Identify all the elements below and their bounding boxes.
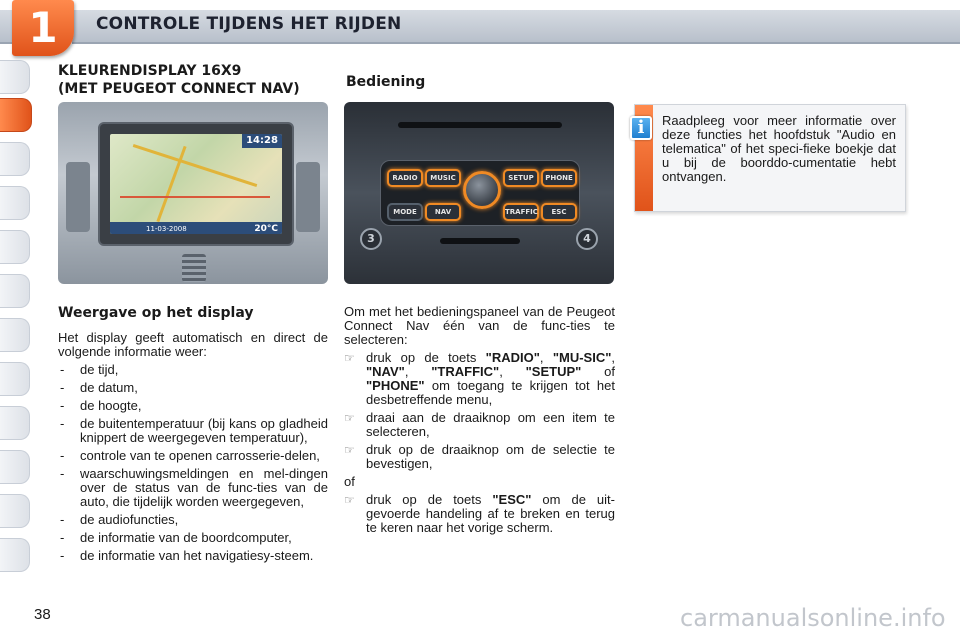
pointing-hand-icon: ☞ xyxy=(344,351,355,365)
pointing-hand-icon: ☞ xyxy=(344,493,355,507)
control-panel xyxy=(380,160,580,226)
list-item: - de datum, xyxy=(60,380,138,395)
esc-button: ESC xyxy=(541,203,577,221)
dash-panel-left xyxy=(66,162,90,232)
list-item: ☞ druk op de draaiknop om de selectie te bevestigen, xyxy=(344,442,615,471)
display-date: 11-03-2008 xyxy=(146,225,187,233)
pointing-hand-icon: ☞ xyxy=(344,443,355,457)
page-header xyxy=(0,0,960,52)
hazard-switch xyxy=(182,254,206,282)
list-item: - de informatie van de boordcomputer, xyxy=(60,530,292,545)
mode-button: MODE xyxy=(387,203,423,221)
preset-3-button: 3 xyxy=(360,228,382,250)
chapter-tab[interactable] xyxy=(0,230,30,264)
chapter-tab[interactable] xyxy=(0,186,30,220)
music-button: MUSIC xyxy=(425,169,461,187)
chapter-number-badge: 1 xyxy=(12,0,74,56)
pointing-hand-icon: ☞ xyxy=(344,411,355,425)
list-item: - waarschuwingsmeldingen en mel-dingen over de status van de func-ties van de auto, die tijdelijk worden weergegeven, xyxy=(60,466,328,509)
chapter-tab[interactable] xyxy=(0,362,30,396)
list-item: ☞ druk op de toets "RADIO", "MU-SIC", "NAV", "TRAFFIC", "SETUP" of "PHONE" om toegang te krijgen tot het desbetreffende menu, xyxy=(344,350,615,407)
display-info-list xyxy=(58,363,328,563)
nav-button: NAV xyxy=(425,203,461,221)
chapter-tab[interactable] xyxy=(0,538,30,572)
chapter-tab[interactable] xyxy=(0,60,30,94)
chapter-title: CONTROLE TIJDENS HET RIJDEN xyxy=(96,14,402,34)
phone-button: PHONE xyxy=(541,169,577,187)
display-status-bar xyxy=(110,222,282,234)
chapter-tabs xyxy=(0,60,34,580)
rotary-knob xyxy=(463,171,501,209)
display-temperature: 20°C xyxy=(254,224,278,234)
info-icon: i xyxy=(630,116,652,140)
dash-panel-right xyxy=(296,162,320,232)
section-heading-line1: KLEURENDISPLAY 16X9 xyxy=(58,63,242,79)
cd-slot xyxy=(398,122,562,128)
list-item: ☞ draai aan de draaiknop om een item te selecteren, xyxy=(344,410,615,439)
map-route xyxy=(120,196,270,198)
display-subheading: Weergave op het display xyxy=(58,305,254,321)
chapter-tab[interactable] xyxy=(0,494,30,528)
traffic-button: TRAFFIC xyxy=(503,203,539,221)
list-item: - de tijd, xyxy=(60,362,119,377)
chapter-tab[interactable] xyxy=(0,274,30,308)
display-bezel xyxy=(98,122,294,246)
or-text: of xyxy=(344,474,355,489)
info-text: Raadpleeg voor meer informatie over deze functies het hoofdstuk "Audio en telematica" of het speci-fieke boekje dat u bij de boorddo-cumentatie hebt ontvangen. xyxy=(662,113,896,184)
list-item: - controle van te openen carrosserie-delen, xyxy=(60,448,320,463)
chapter-tab[interactable] xyxy=(0,142,30,176)
map-road xyxy=(133,144,258,187)
map-screen xyxy=(110,134,282,234)
page-number: 38 xyxy=(34,606,51,623)
setup-button: SETUP xyxy=(503,169,539,187)
display-info-text xyxy=(58,331,328,567)
preset-4-button: 4 xyxy=(576,228,598,250)
chapter-tab-active[interactable] xyxy=(0,98,32,132)
list-item: - de buitentemperatuur (bij kans op gladheid knippert de weergegeven temperatuur), xyxy=(60,416,328,445)
display-clock: 14:28 xyxy=(242,134,282,148)
controls-heading: Bediening xyxy=(346,74,426,90)
controls-intro: Om met het bedieningspaneel van de Peugeot Connect Nav één van de func-ties te selecteren: xyxy=(344,304,615,347)
list-item: - de informatie van het navigatiesy-steem. xyxy=(60,548,314,563)
list-item: - de hoogte, xyxy=(60,398,142,413)
section-heading xyxy=(58,62,300,98)
display-intro: Het display geeft automatisch en direct de volgende informatie weer: xyxy=(58,330,328,359)
controls-steps xyxy=(344,351,615,471)
chapter-tab[interactable] xyxy=(0,450,30,484)
radio-button: RADIO xyxy=(387,169,423,187)
controls-steps-alt xyxy=(344,493,615,535)
list-item: - de audiofuncties, xyxy=(60,512,179,527)
chapter-tab[interactable] xyxy=(0,406,30,440)
display-photo xyxy=(58,102,328,284)
chapter-tab[interactable] xyxy=(0,318,30,352)
list-item: ☞ druk op de toets "ESC" om de uit-gevoerde handeling af te breken en terug te keren naar het vorige scherm. xyxy=(344,492,615,535)
control-panel-photo xyxy=(344,102,614,284)
section-heading-line2: (MET PEUGEOT CONNECT NAV) xyxy=(58,81,300,97)
controls-text xyxy=(344,305,615,539)
watermark: carmanualsonline.info xyxy=(680,604,946,632)
cd-slot-lower xyxy=(440,238,520,244)
